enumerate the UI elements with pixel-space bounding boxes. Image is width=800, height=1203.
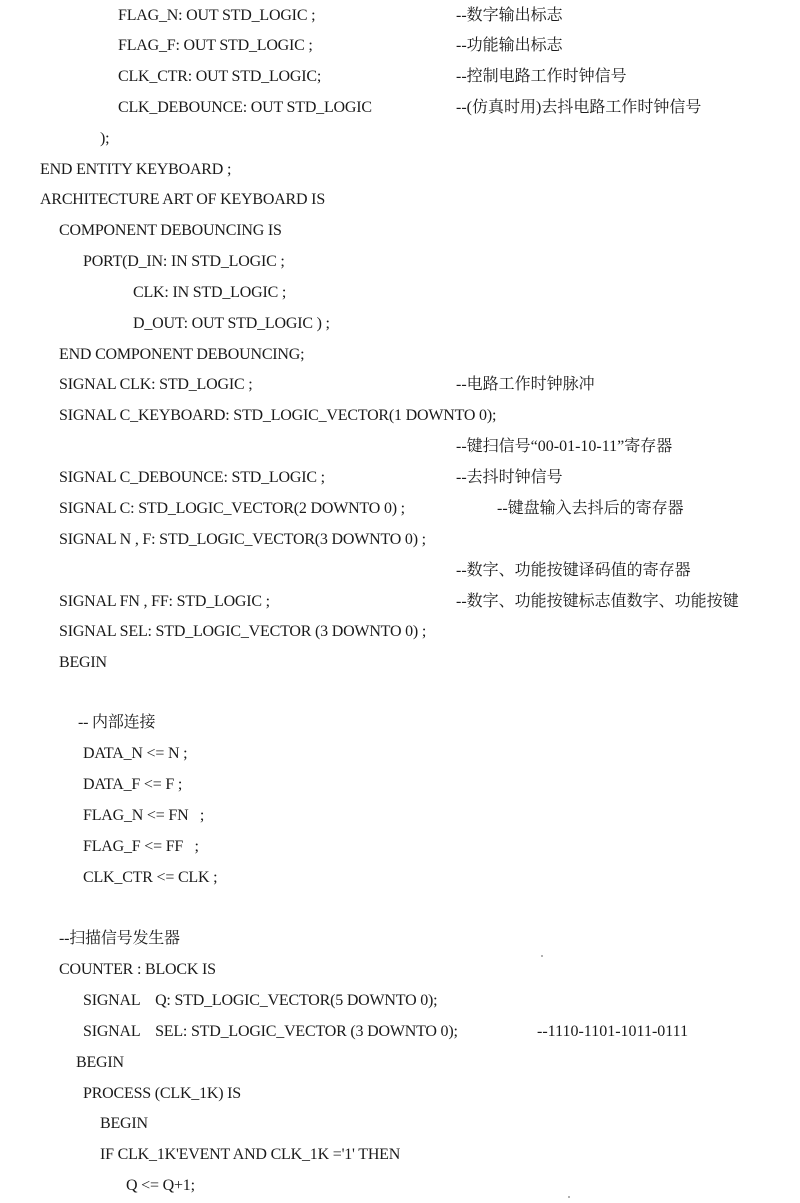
code-comment: --功能输出标志 — [456, 37, 563, 54]
code-comment: --去抖时钟信号 — [456, 469, 563, 486]
code-line: SIGNAL SEL: STD_LOGIC_VECTOR (3 DOWNTO 0); — [83, 1023, 458, 1040]
code-line: DATA_N <= N ; — [83, 745, 188, 762]
code-line: FLAG_F <= FF ; — [83, 838, 199, 855]
code-line: ARCHITECTURE ART OF KEYBOARD IS — [40, 191, 326, 208]
code-line: END COMPONENT DEBOUNCING; — [59, 346, 305, 363]
code-line: SIGNAL Q: STD_LOGIC_VECTOR(5 DOWNTO 0); — [83, 992, 438, 1009]
code-line: COUNTER : BLOCK IS — [59, 961, 216, 978]
code-comment: --电路工作时钟脉冲 — [456, 376, 595, 393]
code-line: FLAG_N: OUT STD_LOGIC ; — [118, 7, 316, 24]
code-line: IF CLK_1K'EVENT AND CLK_1K ='1' THEN — [100, 1146, 401, 1163]
code-line: BEGIN — [76, 1054, 124, 1071]
code-line: CLK_CTR <= CLK ; — [83, 869, 218, 886]
code-comment: --键扫信号“00-01-10-11”寄存器 — [456, 438, 673, 455]
code-comment: --数字、功能按键标志值数字、功能按键 — [456, 593, 739, 610]
code-line: BEGIN — [100, 1115, 148, 1132]
code-comment: --控制电路工作时钟信号 — [456, 68, 627, 85]
code-line: CLK_DEBOUNCE: OUT STD_LOGIC — [118, 99, 372, 116]
code-line: SIGNAL SEL: STD_LOGIC_VECTOR (3 DOWNTO 0) ; — [59, 623, 427, 640]
code-line: PORT(D_IN: IN STD_LOGIC ; — [83, 253, 285, 270]
code-line: FLAG_F: OUT STD_LOGIC ; — [118, 37, 313, 54]
code-line: --扫描信号发生器 — [59, 930, 180, 947]
code-line: CLK: IN STD_LOGIC ; — [133, 284, 287, 301]
code-line: SIGNAL C_KEYBOARD: STD_LOGIC_VECTOR(1 DOWNTO 0); — [59, 407, 497, 424]
code-line: ); — [100, 130, 110, 147]
code-line: SIGNAL C: STD_LOGIC_VECTOR(2 DOWNTO 0) ; — [59, 500, 405, 517]
code-line: CLK_CTR: OUT STD_LOGIC; — [118, 68, 322, 85]
code-line: FLAG_N <= FN ; — [83, 807, 205, 824]
code-comment: --1110-1101-1011-0111 — [537, 1023, 689, 1040]
code-line: BEGIN — [59, 654, 107, 671]
code-line: END ENTITY KEYBOARD ; — [40, 161, 232, 178]
code-line: SIGNAL N , F: STD_LOGIC_VECTOR(3 DOWNTO 0) ; — [59, 531, 426, 548]
code-line: DATA_F <= F ; — [83, 776, 183, 793]
code-line: D_OUT: OUT STD_LOGIC ) ; — [133, 315, 330, 332]
scan-speck — [541, 955, 543, 957]
code-line: SIGNAL CLK: STD_LOGIC ; — [59, 376, 253, 393]
code-line: COMPONENT DEBOUNCING IS — [59, 222, 282, 239]
code-line: SIGNAL FN , FF: STD_LOGIC ; — [59, 593, 270, 610]
code-comment: --数字输出标志 — [456, 7, 563, 24]
code-comment: --键盘输入去抖后的寄存器 — [497, 500, 684, 517]
code-line: -- 内部连接 — [78, 714, 156, 731]
code-line: SIGNAL C_DEBOUNCE: STD_LOGIC ; — [59, 469, 325, 486]
code-comment: --(仿真时用)去抖电路工作时钟信号 — [456, 99, 702, 116]
code-line: Q <= Q+1; — [126, 1177, 195, 1194]
scan-speck — [568, 1196, 570, 1198]
code-line: PROCESS (CLK_1K) IS — [83, 1085, 242, 1102]
code-comment: --数字、功能按键译码值的寄存器 — [456, 562, 691, 579]
